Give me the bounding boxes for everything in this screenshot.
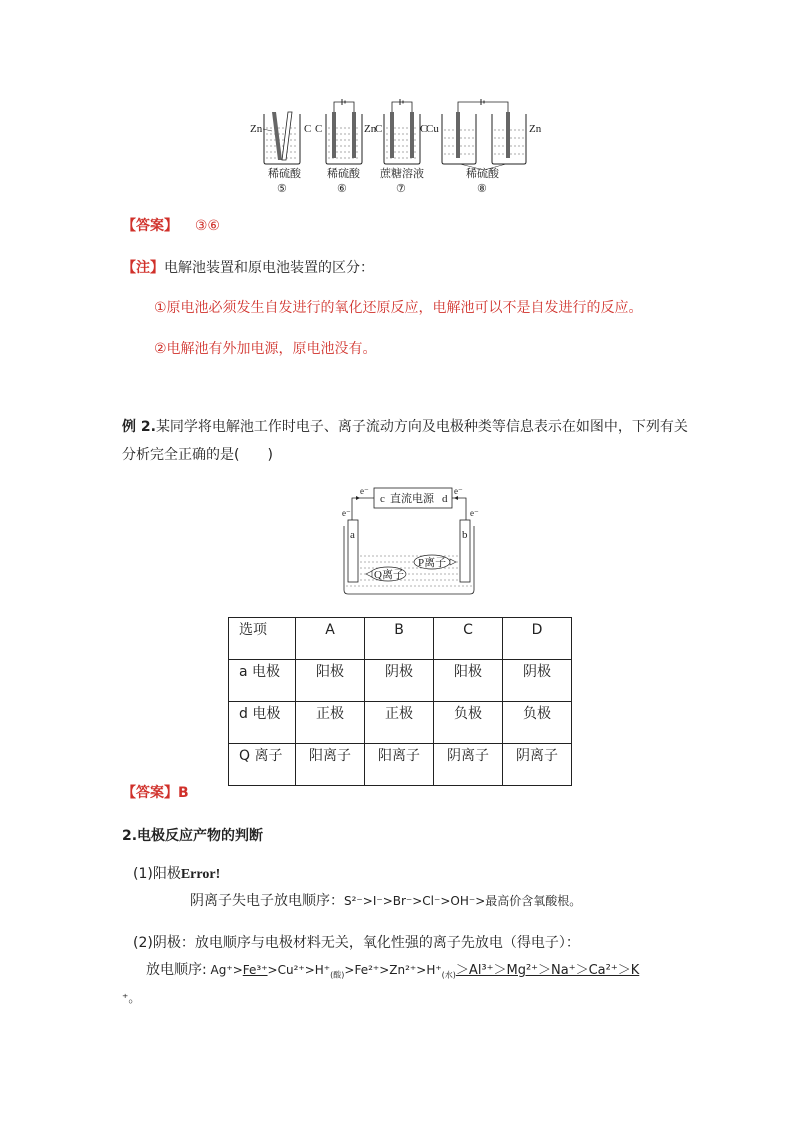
- example-2-label: 例 2.: [122, 419, 156, 435]
- beaker-8: [442, 99, 526, 164]
- cathode-sub-acid: (酸): [330, 970, 345, 980]
- table-row: [229, 744, 572, 786]
- table-header-row: [229, 618, 572, 660]
- cathode-order-line: [146, 960, 639, 985]
- label-zn-5: Zn: [250, 123, 263, 135]
- table-cell: 阴极: [365, 660, 434, 702]
- example-2-line2: 分析完全正确的是( ): [122, 447, 273, 463]
- table-row: [229, 702, 572, 744]
- electron-label-right: e⁻: [470, 508, 479, 518]
- note-title: [122, 258, 374, 278]
- anode-label: (1)阳极: [133, 866, 181, 882]
- note-tag: 【注】: [122, 260, 164, 276]
- answer-tag: 【答案】: [122, 218, 178, 234]
- power-d: d: [442, 493, 448, 505]
- caption-6-number: ⑥: [337, 183, 347, 195]
- power-label: 直流电源: [390, 493, 434, 505]
- anode-error: Error!: [180, 867, 221, 882]
- electron-label-top-left: e⁻: [360, 486, 369, 496]
- note-title-text: 电解池装置和原电池装置的区分：: [164, 260, 374, 276]
- anode-order: S²⁻>I⁻>Br⁻>Cl⁻>OH⁻>最高价含氧酸根。: [344, 894, 582, 908]
- table-cell: d 电极: [229, 702, 296, 744]
- power-c: c: [380, 493, 385, 505]
- caption-5-number: ⑤: [277, 183, 287, 195]
- electron-label-top-right: e⁻: [454, 486, 463, 496]
- cathode-line: (2)阴极：放电顺序与电极材料无关，氧化性强的离子先放电（得电子）：: [133, 935, 580, 951]
- table-cell: 阳极: [434, 660, 503, 702]
- beaker-7: [384, 99, 420, 164]
- note-item-1: ①原电池必须发生自发进行的氧化还原反应，电解池可以不是自发进行的反应。: [154, 300, 643, 316]
- cathode-ag: Ag⁺>: [210, 963, 243, 977]
- caption-8-solution: 稀硫酸: [466, 168, 499, 180]
- note-item-2: ②电解池有外加电源，原电池没有。: [154, 341, 377, 357]
- cathode-order-label: 放电顺序:: [146, 962, 207, 978]
- cathode-fe2zn: >Fe²⁺>Zn²⁺>H⁺: [344, 963, 442, 977]
- electrode-a: a: [350, 529, 355, 541]
- anode-order-line: [190, 891, 581, 911]
- electrode-b: b: [462, 529, 468, 541]
- label-c-6a: C: [315, 123, 323, 135]
- cathode-cu: >Cu²⁺>H⁺: [267, 963, 331, 977]
- table-cell: a 电极: [229, 660, 296, 702]
- table-cell: 阳离子: [365, 744, 434, 786]
- caption-7-number: ⑦: [396, 183, 406, 195]
- caption-7-solution: 蔗糖溶液: [380, 168, 424, 180]
- answer-value: ③⑥: [194, 218, 220, 234]
- answer-2: 【答案】B: [122, 785, 189, 801]
- label-cu-8: Cu: [426, 123, 439, 135]
- ion-p: P离子: [418, 557, 447, 569]
- table-header-cell: 选项: [229, 618, 296, 660]
- table-cell: 阳离子: [296, 744, 365, 786]
- anode-order-label: 阴离子失电子放电顺序：: [190, 893, 344, 909]
- table-cell: 负极: [503, 702, 572, 744]
- caption-5-solution: 稀硫酸: [268, 168, 301, 180]
- answer-1: [122, 216, 220, 236]
- table-cell: 正极: [296, 702, 365, 744]
- table-header-cell: D: [503, 618, 572, 660]
- ion-q: Q离子: [374, 569, 404, 581]
- anode-line: [133, 864, 220, 885]
- table-cell: Q 离子: [229, 744, 296, 786]
- table-cell: 阴离子: [503, 744, 572, 786]
- label-c-5: C: [304, 123, 312, 135]
- table-cell: 正极: [365, 702, 434, 744]
- section-2-title: 2.电极反应产物的判断: [122, 828, 264, 844]
- beaker-6: [326, 99, 362, 164]
- table-header-cell: B: [365, 618, 434, 660]
- caption-6-solution: 稀硫酸: [327, 168, 360, 180]
- label-c-7a: C: [375, 123, 383, 135]
- example-2-line1: [122, 417, 688, 437]
- table-row: [229, 660, 572, 702]
- figure-electrochemical-cells: [248, 98, 548, 200]
- table-cell: 负极: [434, 702, 503, 744]
- label-c-7b: C: [420, 123, 428, 135]
- cathode-sub-water: (水): [441, 970, 456, 980]
- cathode-rest: ＞Al³⁺＞Mg²⁺＞Na⁺＞Ca²⁺＞K: [455, 963, 640, 978]
- electron-label-left: e⁻: [342, 508, 351, 518]
- cathode-tail: ⁺。: [122, 991, 141, 1005]
- example-2-text1: 某同学将电解池工作时电子、离子流动方向及电极种类等信息表示在如图中，下列有关: [155, 419, 688, 435]
- label-zn-8: Zn: [529, 123, 542, 135]
- table-cell: 阳极: [296, 660, 365, 702]
- table-cell: 阴极: [503, 660, 572, 702]
- caption-8-number: ⑧: [477, 183, 487, 195]
- table-cell: 阴离子: [434, 744, 503, 786]
- figure-electrolytic-cell: [330, 482, 488, 598]
- label-zn-6: Zn: [364, 123, 377, 135]
- table-header-cell: A: [296, 618, 365, 660]
- table-header-cell: C: [434, 618, 503, 660]
- cathode-fe3: Fe³⁺: [242, 963, 268, 977]
- beaker-5: [264, 112, 300, 164]
- options-table: [228, 617, 572, 786]
